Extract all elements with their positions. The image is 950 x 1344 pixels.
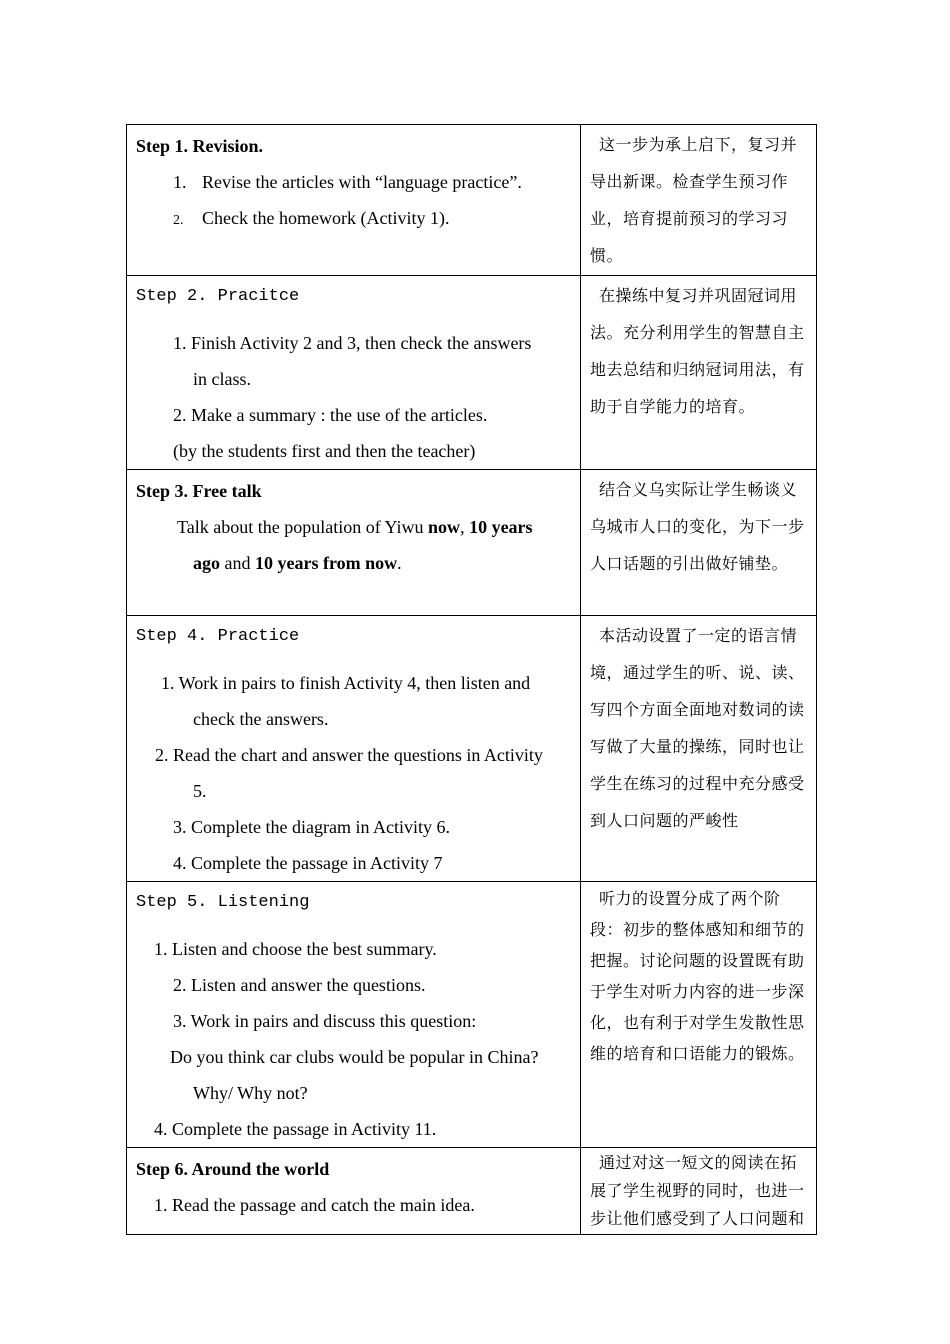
step-3-text-line-1: Talk about the population of Yiwu now, 10 years	[177, 517, 533, 537]
step-5-question: Do you think car clubs would be popular in China?	[170, 1047, 539, 1067]
step-6-item-1: 1. Read the passage and catch the main idea.	[154, 1195, 475, 1215]
step-2-item-2: 2. Make a summary : the use of the articles.	[173, 405, 488, 425]
step-1-item-2: 2. Check the homework (Activity 1).	[173, 208, 450, 228]
step-4-note: 本活动设置了一定的语言情境，通过学生的听、说、读、写四个方面全面地对数词的读写做了大量的操练，同时也让学生在练习的过程中充分感受到人口问题的严峻性	[590, 628, 805, 830]
step-row-5	[127, 882, 817, 1148]
step-4-item-1-cont: check the answers.	[193, 709, 329, 729]
step-row-2	[127, 276, 817, 470]
step-5-note: 听力的设置分成了两个阶段：初步的整体感知和细节的把握。讨论问题的设置既有助于学生对听力内容的进一步深化，也有利于对学生发散性思维的培育和口语能力的锻炼。	[590, 891, 805, 1063]
step-3-cell	[127, 470, 581, 616]
step-1-note: 这一步为承上启下，复习并导出新课。检查学生预习作业，培育提前预习的学习习惯。	[590, 137, 798, 265]
step-6-title: Step 6. Around the world	[136, 1159, 330, 1179]
step-2-title: Step 2. Pracitce	[136, 287, 300, 306]
step-5-question-cont: Why/ Why not?	[193, 1083, 308, 1103]
step-row-6	[127, 1148, 817, 1235]
step-5-note-cell	[581, 882, 817, 1148]
step-4-item-3: 3. Complete the diagram in Activity 6.	[173, 817, 450, 837]
step-2-item-1-cont: in class.	[193, 369, 251, 389]
step-4-item-4: 4. Complete the passage in Activity 7	[173, 853, 443, 873]
step-4-title: Step 4. Practice	[136, 627, 300, 646]
step-4-item-2: 2. Read the chart and answer the questions in Activity	[155, 745, 543, 765]
step-5-item-4: 4. Complete the passage in Activity 11.	[154, 1119, 437, 1139]
step-2-cell	[127, 276, 581, 470]
step-1-cell	[127, 125, 581, 276]
step-5-title: Step 5. Listening	[136, 893, 310, 912]
step-2-note-cell	[581, 276, 817, 470]
step-2-item-1: 1. Finish Activity 2 and 3, then check the answers	[173, 333, 532, 353]
lesson-plan-table	[126, 124, 817, 1235]
step-3-title: Step 3. Free talk	[136, 481, 262, 501]
step-1-title: Step 1. Revision.	[136, 136, 264, 156]
step-4-cell	[127, 616, 581, 882]
step-3-text-line-2: ago and 10 years from now.	[193, 553, 402, 573]
step-6-note-cell	[581, 1148, 817, 1235]
step-1-item-1: 1. Revise the articles with “language practice”.	[173, 172, 522, 192]
step-1-note-cell	[581, 125, 817, 276]
step-6-cell	[127, 1148, 581, 1235]
step-5-item-2: 2. Listen and answer the questions.	[173, 975, 426, 995]
step-row-1	[127, 125, 817, 276]
step-2-note: 在操练中复习并巩固冠词用法。充分利用学生的智慧自主地去总结和归纳冠词用法，有助于自学能力的培育。	[590, 288, 805, 416]
step-2-item-3: (by the students first and then the teacher)	[173, 441, 476, 461]
step-3-note: 结合义乌实际让学生畅谈义乌城市人口的变化，为下一步人口话题的引出做好铺垫。	[590, 482, 805, 573]
step-3-note-cell	[581, 470, 817, 616]
step-6-note: 通过对这一短文的阅读在拓展了学生视野的同时，也进一步让他们感受到了人口问题和	[590, 1155, 805, 1228]
step-5-item-1: 1. Listen and choose the best summary.	[154, 939, 437, 959]
step-4-item-1: 1. Work in pairs to finish Activity 4, then listen and	[161, 673, 531, 693]
step-row-4	[127, 616, 817, 882]
step-5-cell	[127, 882, 581, 1148]
step-4-note-cell	[581, 616, 817, 882]
step-row-3	[127, 470, 817, 616]
step-5-item-3: 3. Work in pairs and discuss this question:	[173, 1011, 477, 1031]
step-4-item-2-cont: 5.	[193, 781, 207, 801]
